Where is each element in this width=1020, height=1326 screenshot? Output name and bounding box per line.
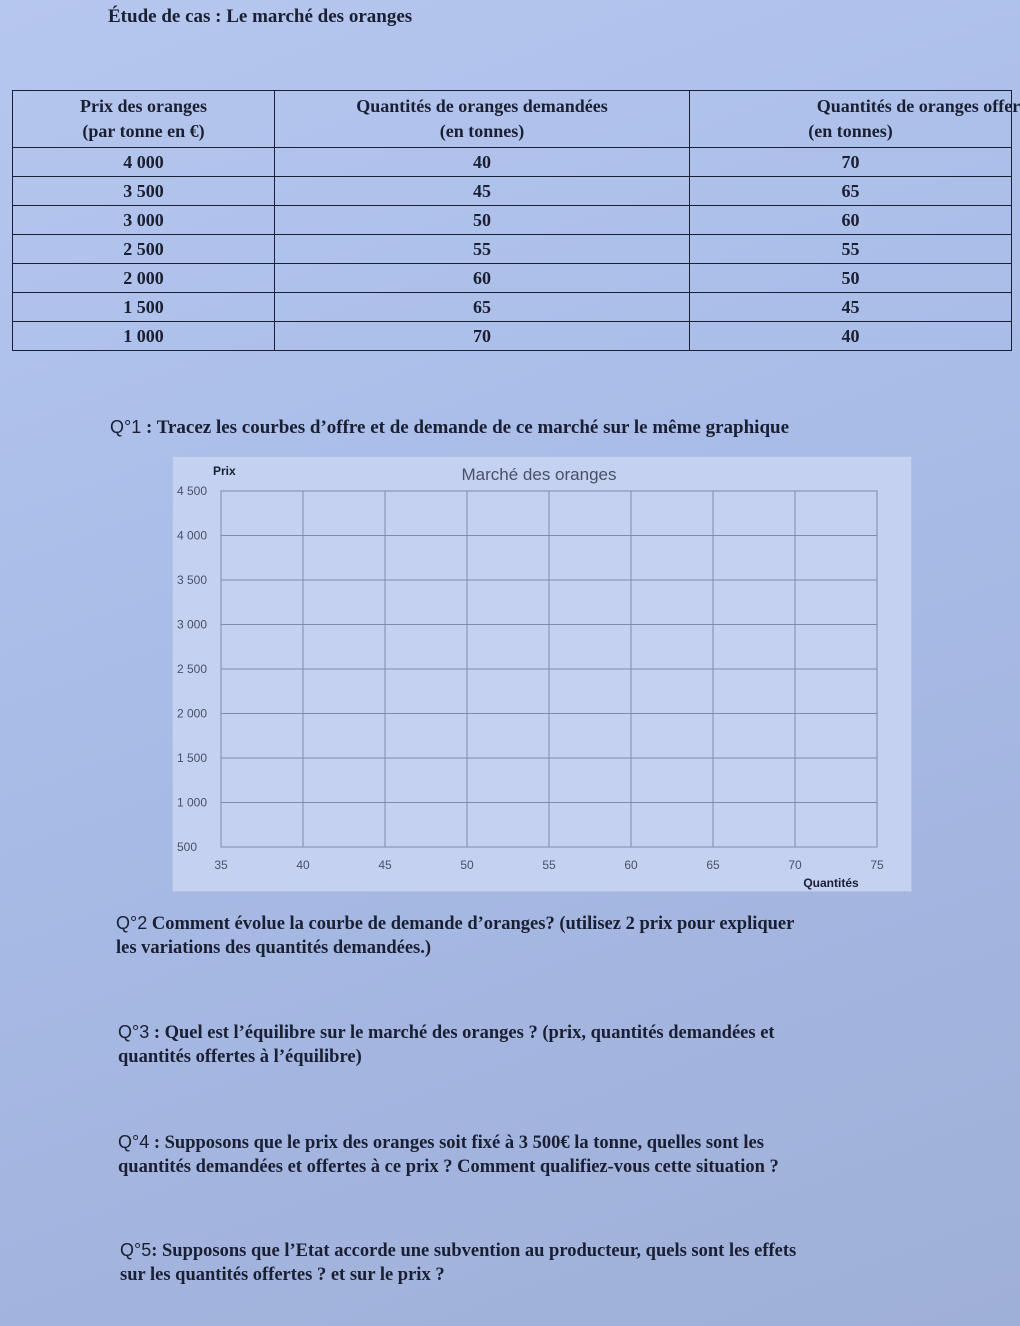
table-row [13, 177, 1012, 206]
cell-demand: 40 [275, 148, 690, 177]
cell-price: 2 500 [13, 235, 275, 264]
cell-supply: 65 [690, 177, 1012, 206]
page-title: Étude de cas : Le marché des oranges [108, 6, 413, 27]
x-axis-label: Quantités [803, 876, 859, 890]
x-tick-label: 65 [706, 858, 720, 872]
x-tick-label: 40 [296, 858, 310, 872]
question-1: Q°1 : Tracez les courbes d’offre et de demande de ce marché sur le même graphique [110, 417, 790, 438]
cell-demand: 65 [275, 293, 690, 322]
table-row [13, 148, 1012, 177]
x-tick-label: 60 [624, 858, 638, 872]
x-tick-label: 70 [788, 858, 802, 872]
x-tick-label: 55 [542, 858, 556, 872]
cell-supply: 50 [690, 264, 1012, 293]
cell-price: 4 000 [13, 148, 275, 177]
y-tick-label: 500 [177, 840, 198, 854]
cell-supply: 40 [690, 322, 1012, 351]
cell-supply: 45 [690, 293, 1012, 322]
cell-demand: 45 [275, 177, 690, 206]
header-supply: Quantités de oranges offer (en tonnes) [690, 91, 1012, 148]
cell-demand: 60 [275, 264, 690, 293]
y-tick-label: 4 000 [177, 528, 208, 543]
question-3: Q°3 : Quel est l’équilibre sur le marché des oranges ? (prix, quantités demandées et quantités offertes à l’équilibre) [118, 1022, 775, 1067]
header-price: Prix des oranges (par tonne en €) [13, 91, 275, 148]
cell-supply: 55 [690, 235, 1012, 264]
cell-demand: 70 [275, 322, 690, 351]
cell-demand: 50 [275, 206, 690, 235]
x-tick-label: 35 [214, 858, 228, 872]
question-5: Q°5: Supposons que l’Etat accorde une subvention au producteur, quels sont les effets sur les quantités offertes ? et sur le prix ? [120, 1240, 797, 1285]
cell-demand: 55 [275, 235, 690, 264]
table-row [13, 206, 1012, 235]
y-tick-label: 3 500 [177, 573, 208, 587]
supply-demand-chart [173, 457, 911, 891]
cell-price: 3 500 [13, 177, 275, 206]
cell-price: 1 000 [13, 322, 275, 351]
cell-price: 1 500 [13, 293, 275, 322]
y-tick-label: 2 500 [177, 662, 208, 676]
question-2: Q°2 Comment évolue la courbe de demande d’oranges? (utilisez 2 prix pour expliquer les variations des quantités demandées.) [116, 913, 795, 958]
data-table [12, 90, 1020, 351]
table-row [13, 293, 1012, 322]
x-tick-label: 45 [378, 858, 392, 872]
x-tick-label: 75 [870, 858, 884, 872]
y-tick-label: 1 000 [177, 795, 208, 810]
y-tick-label: 2 000 [177, 706, 208, 721]
y-tick-label: 1 500 [177, 751, 208, 765]
table-row [13, 264, 1012, 293]
cell-price: 3 000 [13, 206, 275, 235]
table-header-row [13, 91, 1012, 148]
table-row [13, 322, 1012, 351]
chart-frame [172, 456, 912, 892]
y-axis-label: Prix [213, 464, 236, 478]
chart-title: Marché des oranges [461, 465, 617, 484]
question-4: Q°4 : Supposons que le prix des oranges soit fixé à 3 500€ la tonne, quelles sont les quantités demandées et offertes à ce prix ? Comment qualifiez-vous cette situation ? [118, 1132, 779, 1177]
cell-supply: 70 [690, 148, 1012, 177]
cell-price: 2 000 [13, 264, 275, 293]
cell-supply: 60 [690, 206, 1012, 235]
header-demand: Quantités de oranges demandées (en tonnes) [275, 91, 690, 148]
y-tick-label: 4 500 [177, 484, 208, 498]
x-tick-label: 50 [460, 858, 474, 872]
y-tick-label: 3 000 [177, 617, 208, 632]
table-row [13, 235, 1012, 264]
